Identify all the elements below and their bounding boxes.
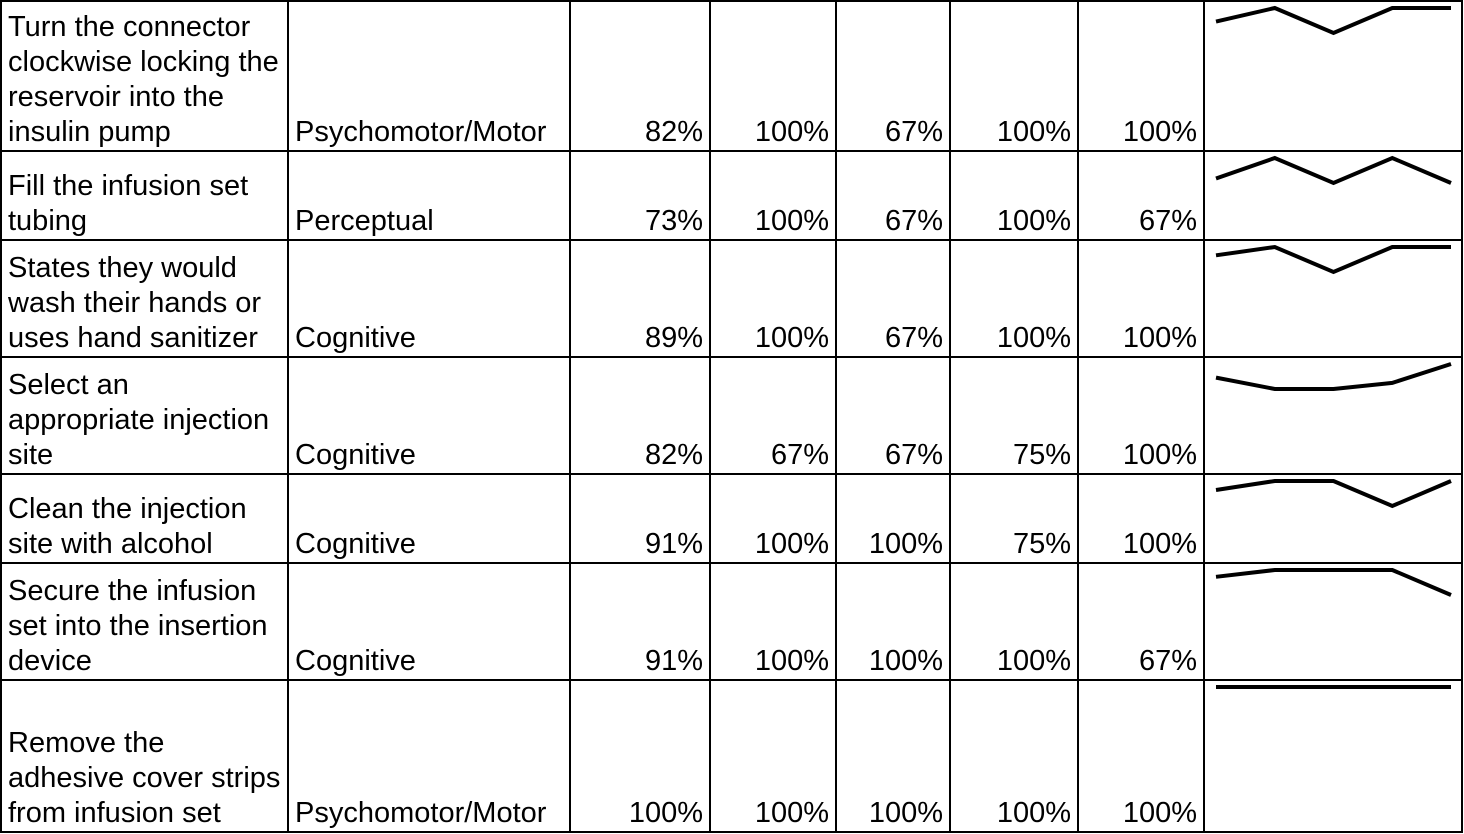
- percent-cell: 100%: [570, 680, 710, 832]
- percent-cell: 100%: [1078, 474, 1204, 563]
- sparkline-cell: [1204, 240, 1462, 357]
- percent-cell: 67%: [836, 1, 950, 151]
- sparkline-cell: [1204, 563, 1462, 680]
- sparkline: [1205, 241, 1461, 281]
- sparkline-path: [1216, 8, 1451, 33]
- percent-cell: 100%: [950, 680, 1078, 832]
- sparkline-cell: [1204, 357, 1462, 474]
- domain-cell: Psychomotor/Motor: [288, 680, 570, 832]
- percent-cell: 73%: [570, 151, 710, 240]
- table-row: [1, 680, 1462, 832]
- sparkline-path: [1216, 570, 1451, 595]
- table-row: [1, 151, 1462, 240]
- table-row: [1, 240, 1462, 357]
- sparkline-cell: [1204, 1, 1462, 151]
- percent-cell: 100%: [710, 474, 836, 563]
- domain-cell: Cognitive: [288, 240, 570, 357]
- percent-cell: 67%: [1078, 151, 1204, 240]
- task-cell: Clean the injection site with alcohol: [1, 474, 288, 563]
- percent-cell: 67%: [710, 357, 836, 474]
- percent-cell: 100%: [836, 680, 950, 832]
- percent-cell: 82%: [570, 357, 710, 474]
- sparkline-path: [1216, 364, 1451, 389]
- task-cell: Remove the adhesive cover strips from infusion set: [1, 680, 288, 832]
- percent-cell: 91%: [570, 474, 710, 563]
- table-row: [1, 474, 1462, 563]
- sparkline: [1205, 2, 1461, 42]
- sparkline: [1205, 564, 1461, 604]
- percent-cell: 100%: [836, 563, 950, 680]
- task-cell: Turn the connector clockwise locking the reservoir into the insulin pump: [1, 1, 288, 151]
- percent-cell: 100%: [710, 680, 836, 832]
- percent-cell: 100%: [950, 1, 1078, 151]
- task-cell: Secure the infusion set into the insertion device: [1, 563, 288, 680]
- sparkline-path: [1216, 158, 1451, 183]
- task-cell: Select an appropriate injection site: [1, 357, 288, 474]
- percent-cell: 100%: [950, 240, 1078, 357]
- domain-cell: Cognitive: [288, 474, 570, 563]
- task-cell: States they would wash their hands or uses hand sanitizer: [1, 240, 288, 357]
- percent-cell: 100%: [950, 563, 1078, 680]
- table-row: [1, 563, 1462, 680]
- percent-cell: 89%: [570, 240, 710, 357]
- percent-cell: 100%: [1078, 357, 1204, 474]
- sparkline: [1205, 358, 1461, 398]
- percent-cell: 100%: [836, 474, 950, 563]
- percent-cell: 100%: [1078, 1, 1204, 151]
- percent-cell: 67%: [836, 240, 950, 357]
- sparkline-cell: [1204, 680, 1462, 832]
- percent-cell: 100%: [710, 240, 836, 357]
- percent-cell: 100%: [950, 151, 1078, 240]
- sparkline-path: [1216, 481, 1451, 506]
- percent-cell: 100%: [710, 563, 836, 680]
- percent-cell: 100%: [1078, 240, 1204, 357]
- percent-cell: 100%: [710, 151, 836, 240]
- percent-cell: 75%: [950, 357, 1078, 474]
- sparkline: [1205, 681, 1461, 721]
- percent-cell: 91%: [570, 563, 710, 680]
- percent-cell: 67%: [836, 151, 950, 240]
- table-row: [1, 357, 1462, 474]
- sparkline-cell: [1204, 151, 1462, 240]
- percent-cell: 67%: [836, 357, 950, 474]
- domain-cell: Perceptual: [288, 151, 570, 240]
- percent-cell: 67%: [1078, 563, 1204, 680]
- sparkline: [1205, 475, 1461, 515]
- task-cell: Fill the infusion set tubing: [1, 151, 288, 240]
- percent-cell: 100%: [710, 1, 836, 151]
- sparkline-cell: [1204, 474, 1462, 563]
- percent-cell: 100%: [1078, 680, 1204, 832]
- domain-cell: Cognitive: [288, 563, 570, 680]
- domain-cell: Cognitive: [288, 357, 570, 474]
- sparkline-path: [1216, 247, 1451, 272]
- table-row: [1, 1, 1462, 151]
- percent-cell: 75%: [950, 474, 1078, 563]
- percent-cell: 82%: [570, 1, 710, 151]
- domain-cell: Psychomotor/Motor: [288, 1, 570, 151]
- sparkline: [1205, 152, 1461, 192]
